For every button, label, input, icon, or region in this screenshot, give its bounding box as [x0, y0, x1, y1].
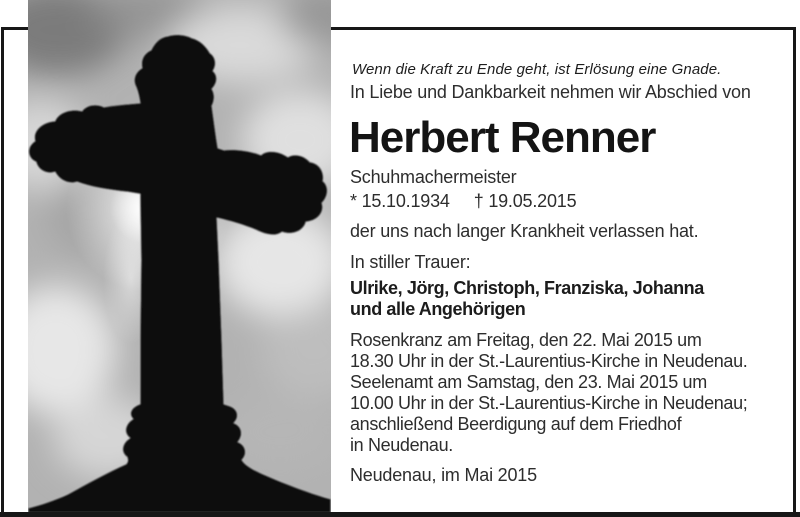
service-line: anschließend Beerdigung auf dem Friedhof	[350, 414, 682, 434]
passing-line: der uns nach langer Krankheit verlassen hat.	[350, 221, 699, 241]
mourners-line: und alle Angehörigen	[350, 299, 526, 319]
bottom-rule	[0, 512, 800, 517]
profession-line: Schuhmachermeister	[350, 167, 517, 187]
service-line: 18.30 Uhr in der St.-Laurentius-Kirche in Neudenau.	[350, 351, 748, 371]
condolence-quote: Wenn die Kraft zu Ende geht, ist Erlösung eine Gnade.	[352, 61, 722, 78]
service-line: Seelenamt am Samstag, den 23. Mai 2015 um	[350, 372, 707, 392]
memorial-photo	[28, 0, 331, 513]
intro-line: In Liebe und Dankbarkeit nehmen wir Abschied von	[350, 82, 751, 102]
death-date: † 19.05.2015	[473, 191, 577, 211]
mourners-names	[350, 278, 704, 320]
mourning-label: In stiller Trauer:	[350, 252, 471, 272]
birth-date: * 15.10.1934	[350, 191, 450, 211]
service-line: 10.00 Uhr in der St.-Laurentius-Kirche in Neudenau;	[350, 393, 748, 413]
dates-line	[350, 191, 576, 212]
service-line: Rosenkranz am Freitag, den 22. Mai 2015 um	[350, 330, 702, 350]
deceased-name: Herbert Renner	[349, 113, 656, 162]
closing-line: Neudenau, im Mai 2015	[350, 465, 537, 485]
service-details	[350, 330, 747, 456]
mourners-line: Ulrike, Jörg, Christoph, Franziska, Johanna	[350, 278, 704, 298]
service-line: in Neudenau.	[350, 435, 453, 455]
